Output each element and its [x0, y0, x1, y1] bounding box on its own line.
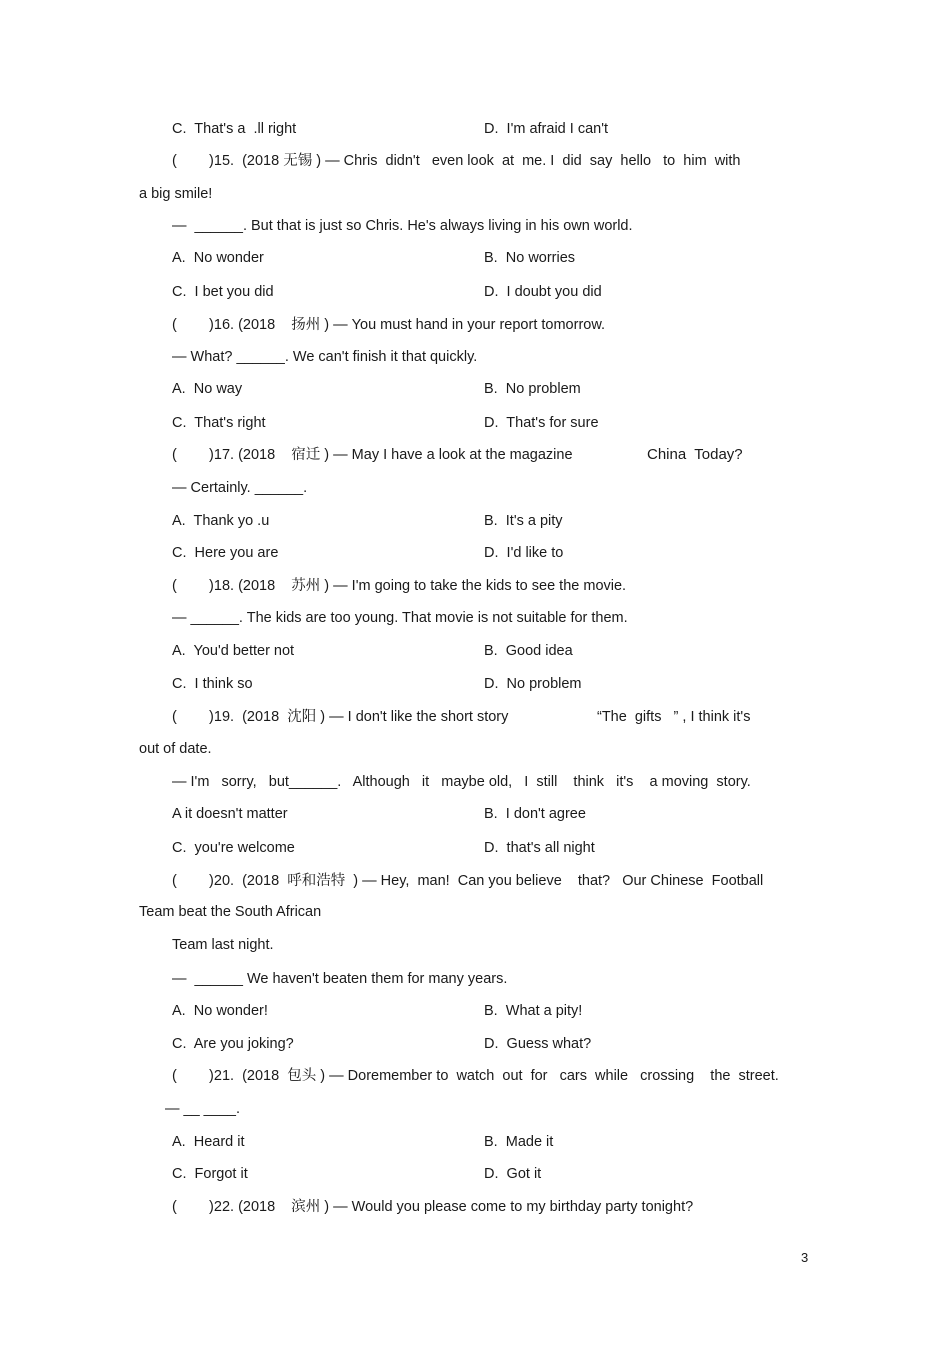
magazine-title: China Today?	[647, 446, 743, 463]
story-title: “The gifts ” , I think it's	[597, 709, 751, 725]
question-17: ( )17. (2018 宿迁 ) — May I have a look at the magazine	[172, 447, 573, 463]
option-a-q15: A. No wonder	[172, 250, 264, 266]
question-15-continued: a big smile!	[139, 186, 213, 202]
option-b-q16: B. No problem	[484, 381, 581, 397]
option-d-q18: D. No problem	[484, 676, 582, 692]
option-a-q19: A it doesn't matter	[172, 806, 288, 822]
option-d-q14: D. I'm afraid I can't	[484, 121, 608, 137]
option-c-q20: C. Are you joking?	[172, 1036, 294, 1052]
question-15-reply: — ______. But that is just so Chris. He's always living in his own world.	[172, 218, 633, 234]
question-20: ( )20. (2018 呼和浩特 ) — Hey, man! Can you believe that? Our Chinese Football	[172, 873, 764, 889]
option-b-q21: B. Made it	[484, 1134, 554, 1150]
option-c-q15: C. I bet you did	[172, 284, 274, 300]
question-22: ( )22. (2018 滨州 ) — Would you please come to my birthday party tonight?	[172, 1199, 694, 1215]
question-19: ( )19. (2018 沈阳 ) — I don't like the short story	[172, 709, 509, 725]
question-20-reply: — ______ We haven't beaten them for many years.	[172, 971, 508, 987]
question-20-continued: Team beat the South African	[139, 904, 322, 920]
option-c-q17: C. Here you are	[172, 545, 279, 561]
option-a-q20: A. No wonder!	[172, 1003, 268, 1019]
option-b-q18: B. Good idea	[484, 643, 573, 659]
question-21-reply: — __ ____.	[165, 1101, 240, 1117]
option-a-q17: A. Thank yo .u	[172, 513, 270, 529]
option-d-q15: D. I doubt you did	[484, 284, 602, 300]
question-19-continued: out of date.	[139, 741, 212, 757]
option-d-q20: D. Guess what?	[484, 1036, 592, 1052]
option-d-q19: D. that's all night	[484, 840, 595, 856]
option-a-q21: A. Heard it	[172, 1134, 245, 1150]
option-a-q16: A. No way	[172, 381, 243, 397]
option-b-q20: B. What a pity!	[484, 1003, 583, 1019]
option-d-q21: D. Got it	[484, 1166, 542, 1182]
option-c-q16: C. That's right	[172, 415, 266, 431]
option-c-q18: C. I think so	[172, 676, 253, 692]
option-a-q18: A. You'd better not	[172, 643, 295, 659]
option-b-q19: B. I don't agree	[484, 806, 586, 822]
question-18-reply: — ______. The kids are too young. That movie is not suitable for them.	[172, 610, 628, 626]
option-c-q14: C. That's a .ll right	[172, 121, 297, 137]
option-c-q19: C. you're welcome	[172, 840, 295, 856]
question-16: ( )16. (2018 扬州 ) — You must hand in your report tomorrow.	[172, 317, 606, 333]
question-17-reply: — Certainly. ______.	[172, 480, 308, 496]
question-16-reply: — What? ______. We can't finish it that quickly.	[172, 349, 478, 365]
question-19-reply: — I'm sorry, but______. Although it maybe old, I still think it's a moving story.	[172, 774, 751, 790]
option-b-q17: B. It's a pity	[484, 513, 563, 529]
option-c-q21: C. Forgot it	[172, 1166, 248, 1182]
page-number: 3	[801, 1250, 809, 1265]
option-b-q15: B. No worries	[484, 250, 576, 266]
question-18: ( )18. (2018 苏州 ) — I'm going to take the kids to see the movie.	[172, 578, 627, 594]
question-20-continued-2: Team last night.	[172, 937, 274, 953]
question-15: ( )15. (2018 无锡 ) — Chris didn't even look at me. I did say hello to him with	[172, 153, 741, 169]
question-21: ( )21. (2018 包头 ) — Doremember to watch out for cars while crossing the street.	[172, 1068, 779, 1084]
option-d-q17: D. I'd like to	[484, 545, 564, 561]
option-d-q16: D. That's for sure	[484, 415, 599, 431]
